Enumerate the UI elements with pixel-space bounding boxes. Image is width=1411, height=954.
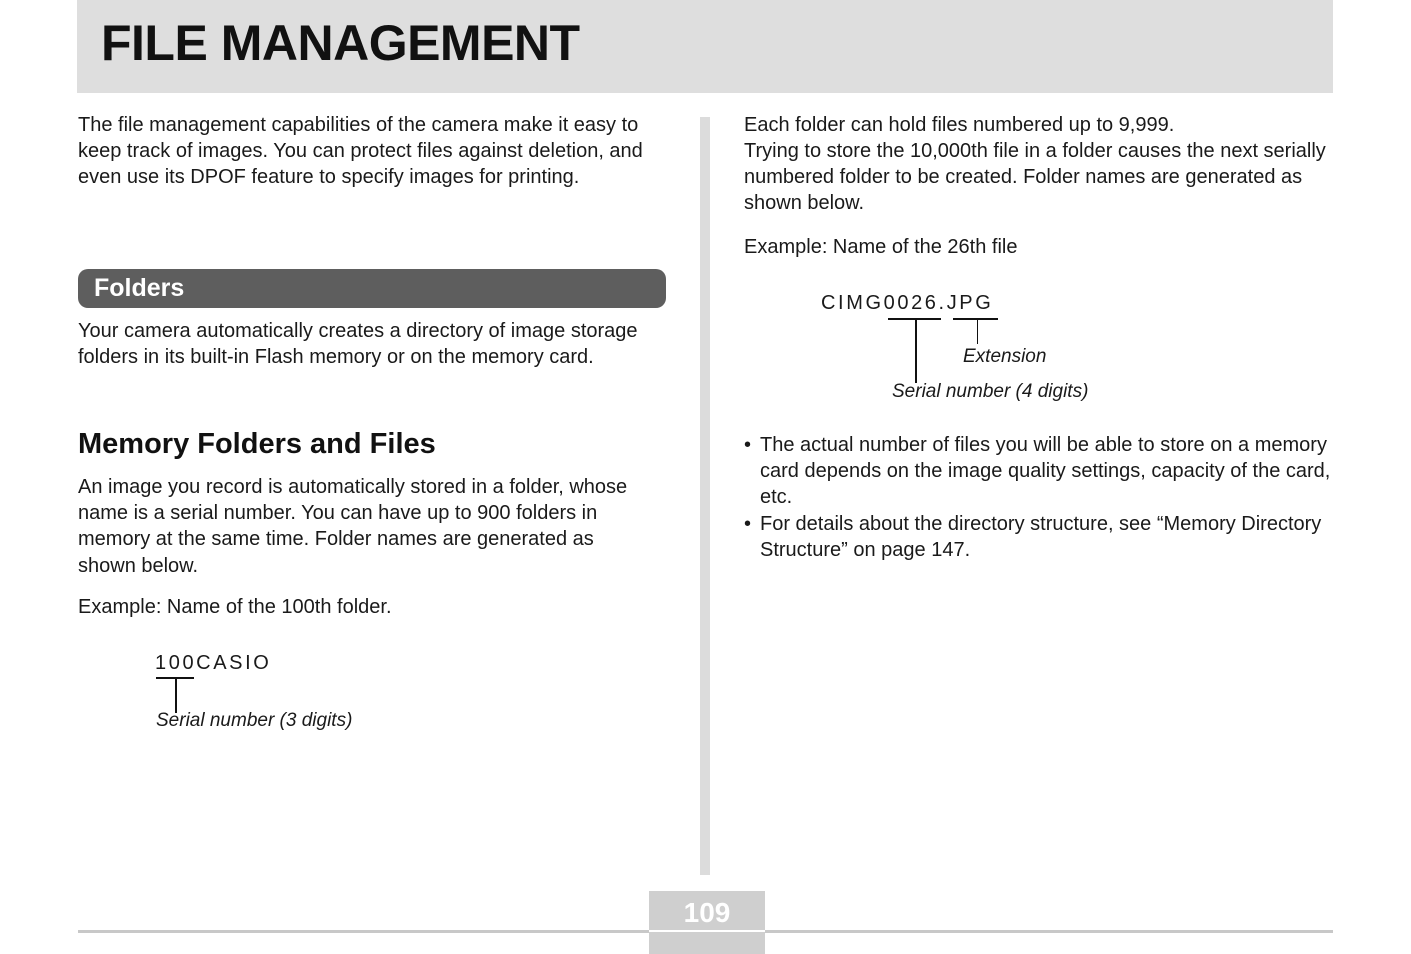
file-prefix: CIMG [821,292,884,314]
file-ext: JPG [946,292,994,314]
page-number: 109 [683,897,731,928]
footer-rule-right [765,930,1333,933]
file-serial: 0026 [883,292,939,314]
file-serial-pointer [915,320,917,383]
section-title: Folders [94,274,185,302]
section-bar-folders [78,269,666,308]
header-band [77,0,1333,93]
folder-name-example [155,652,271,675]
intro-paragraph: The file management capabilities of the camera make it easy to keep track of images. You can protect files against deletion, and even use its DPOF feature to specify images for printing. [78,114,643,189]
notes-list [744,432,1334,563]
right-paragraph: Trying to store the 10,000th file in a folder causes the next serially numbered folder to be created. Folder names are generated as shown below. [744,140,1326,215]
file-name-example [821,292,993,315]
subheading: Memory Folders and Files [78,428,436,460]
page-number-box [649,891,765,954]
list-item: • For details about the directory structure, see “Memory Directory Structure” on page 147. [744,511,1334,563]
file-dot: . [938,292,947,314]
file-example-label: Example: Name of the 26th file [744,236,1018,258]
folder-serial: 100 [155,652,197,674]
folder-example-label: Example: Name of the 100th folder. [78,596,392,618]
folder-suffix: CASIO [196,652,272,674]
memory-paragraph: An image you record is automatically stored in a folder, whose name is a serial number. You can have up to 900 folders in memory at the same time. Folder names are generated as shown below. [78,476,628,577]
file-ext-underline [953,318,998,320]
list-item: • The actual number of files you will be able to store on a memory card depends on the image quality settings, capacity of the card, etc. [744,432,1334,511]
page-title: FILE MANAGEMENT [101,15,580,71]
column-divider [700,117,710,875]
file-ext-pointer [977,320,978,344]
page-number-separator [649,930,765,932]
file-ext-caption: Extension [963,346,1047,367]
file-serial-caption: Serial number (4 digits) [892,381,1089,402]
right-line-1: Each folder can hold files numbered up to 9,999. [744,114,1175,136]
folder-serial-pointer [175,679,177,713]
footer-rule-left [78,930,649,933]
folder-serial-caption: Serial number (3 digits) [156,710,353,731]
folders-paragraph: Your camera automatically creates a directory of image storage folders in its built-in Flash memory or on the memory card. [78,320,638,369]
